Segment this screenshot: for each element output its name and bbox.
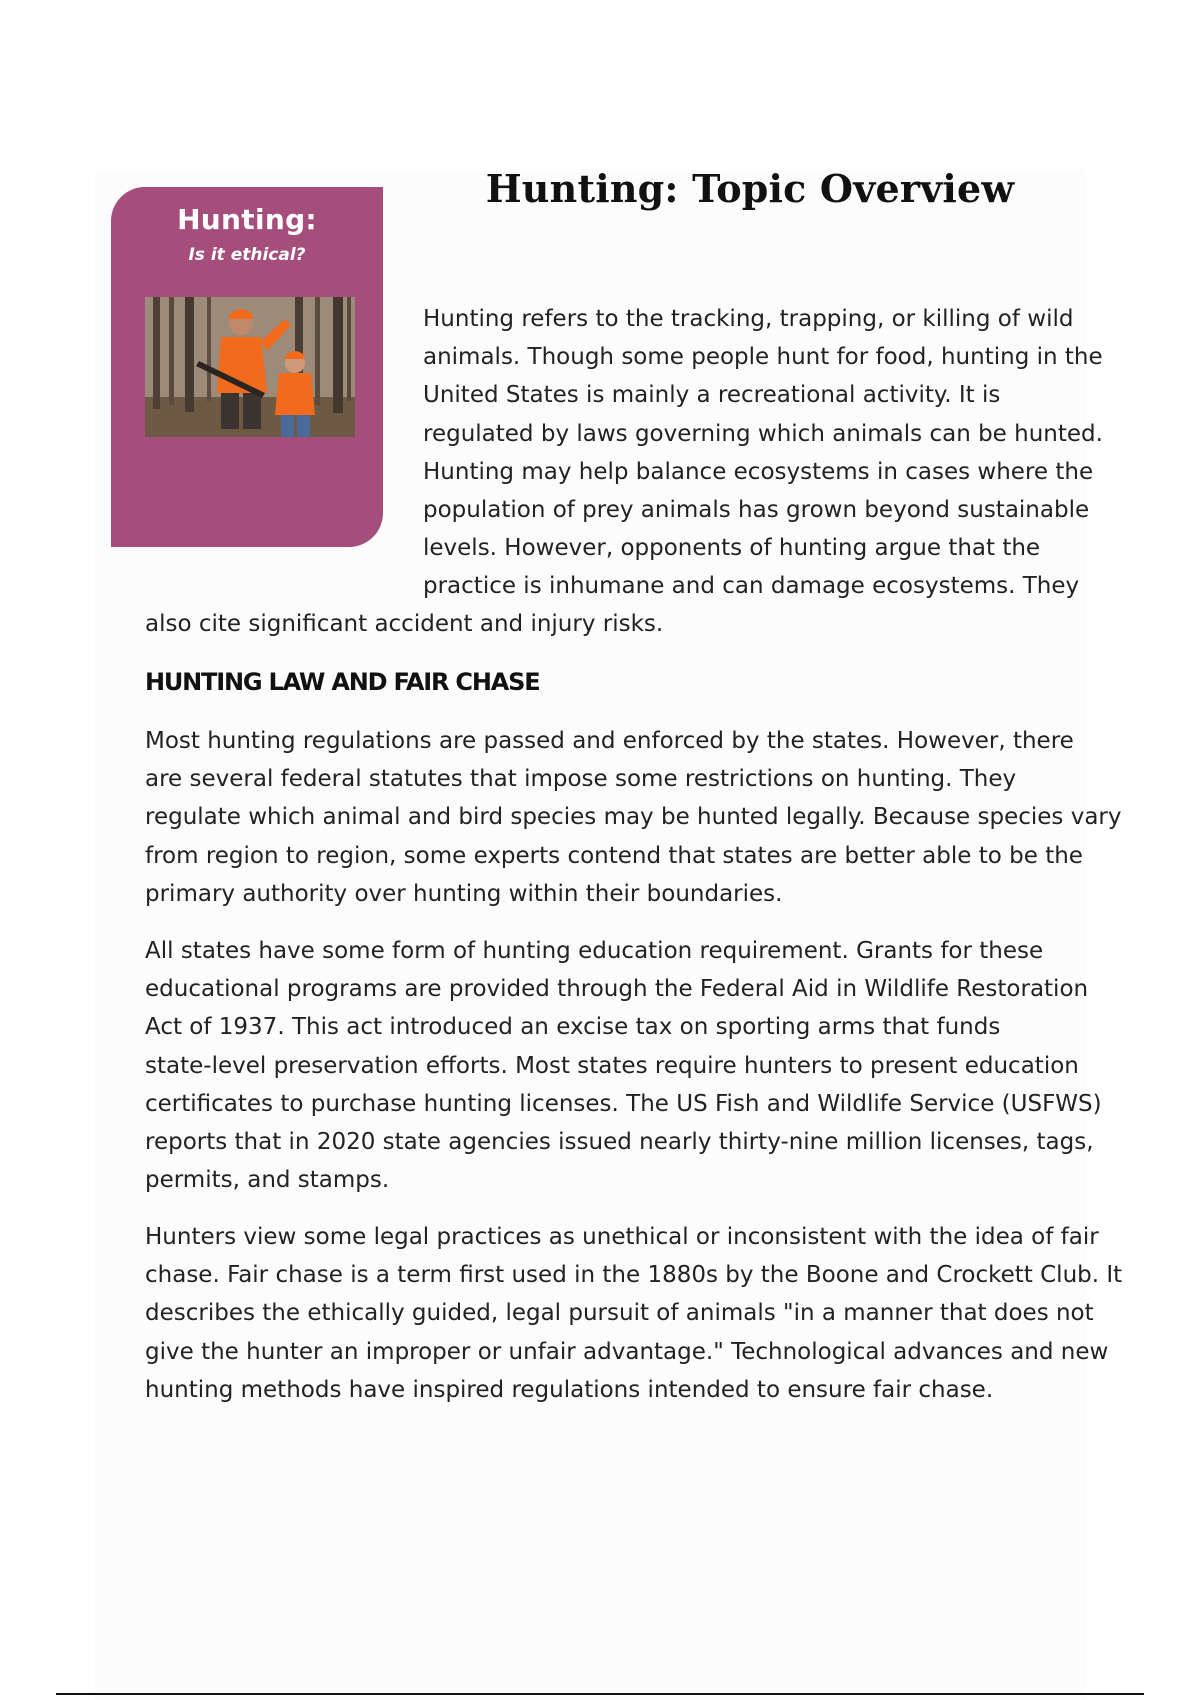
- intro-line: Hunting may help balance ecosystems in cases where the: [423, 458, 1094, 485]
- paragraph-line: educational programs are provided through the Federal Aid in Wildlife Restoration: [145, 976, 1089, 1003]
- body-paragraph: [145, 1218, 1123, 1409]
- intro-line: also cite significant accident and injury risks.: [145, 611, 664, 637]
- topic-card: [111, 187, 383, 547]
- intro-line: Hunting refers to the tracking, trapping, or killing of wild: [423, 306, 1074, 332]
- intro-line: United States is mainly a recreational activity. It is: [423, 382, 1001, 409]
- paragraph-line: describes the ethically guided, legal pursuit of animals "in a manner that does not: [145, 1300, 1094, 1327]
- card-subtitle: Is it ethical?: [188, 245, 306, 265]
- intro-paragraph: [423, 300, 1103, 606]
- intro-line: levels. However, opponents of hunting argue that the: [423, 535, 1041, 562]
- paragraph-line: reports that in 2020 state agencies issued nearly thirty-nine million licenses, tags,: [145, 1129, 1094, 1156]
- hunters-photo: [145, 297, 355, 437]
- paragraph-line: primary authority over hunting within their boundaries.: [145, 880, 783, 907]
- body-paragraph: [145, 722, 1122, 913]
- paragraph-line: chase. Fair chase is a term first used in the 1880s by the Boone and Crockett Club. It: [145, 1262, 1123, 1289]
- paragraph-line: hunting methods have inspired regulations intended to ensure fair chase.: [145, 1376, 994, 1403]
- intro-line: regulated by laws governing which animals can be hunted.: [423, 420, 1103, 447]
- page-title: Hunting: Topic Overview: [485, 166, 1015, 211]
- paragraph-line: Hunters view some legal practices as unethical or inconsistent with the idea of fair: [145, 1224, 1099, 1250]
- intro-line: animals. Though some people hunt for food, hunting in the: [423, 344, 1103, 371]
- intro-line: practice is inhumane and can damage ecosystems. They: [423, 573, 1080, 600]
- paragraph-line: state-level preservation efforts. Most states require hunters to present education: [145, 1052, 1079, 1079]
- paragraph-line: from region to region, some experts contend that states are better able to be the: [145, 842, 1083, 869]
- bottom-divider: [56, 1693, 1144, 1695]
- section-heading: HUNTING LAW AND FAIR CHASE: [145, 668, 540, 696]
- paragraph-line: All states have some form of hunting education requirement. Grants for these: [145, 938, 1044, 964]
- card-title: Hunting:: [177, 203, 317, 236]
- paragraph-line: permits, and stamps.: [145, 1167, 390, 1194]
- paragraph-line: Most hunting regulations are passed and enforced by the states. However, there: [145, 728, 1074, 754]
- paragraph-line: give the hunter an improper or unfair advantage." Technological advances and new: [145, 1338, 1109, 1365]
- body-paragraph: [145, 932, 1105, 1199]
- intro-line: population of prey animals has grown beyond sustainable: [423, 497, 1090, 524]
- paragraph-line: are several federal statutes that impose some restrictions on hunting. They: [145, 766, 1017, 793]
- paragraph-line: certificates to purchase hunting licenses. The US Fish and Wildlife Service (USFWS): [145, 1090, 1102, 1117]
- paragraph-line: regulate which animal and bird species may be hunted legally. Because species vary: [145, 804, 1122, 831]
- paragraph-line: Act of 1937. This act introduced an excise tax on sporting arms that funds: [145, 1014, 1001, 1041]
